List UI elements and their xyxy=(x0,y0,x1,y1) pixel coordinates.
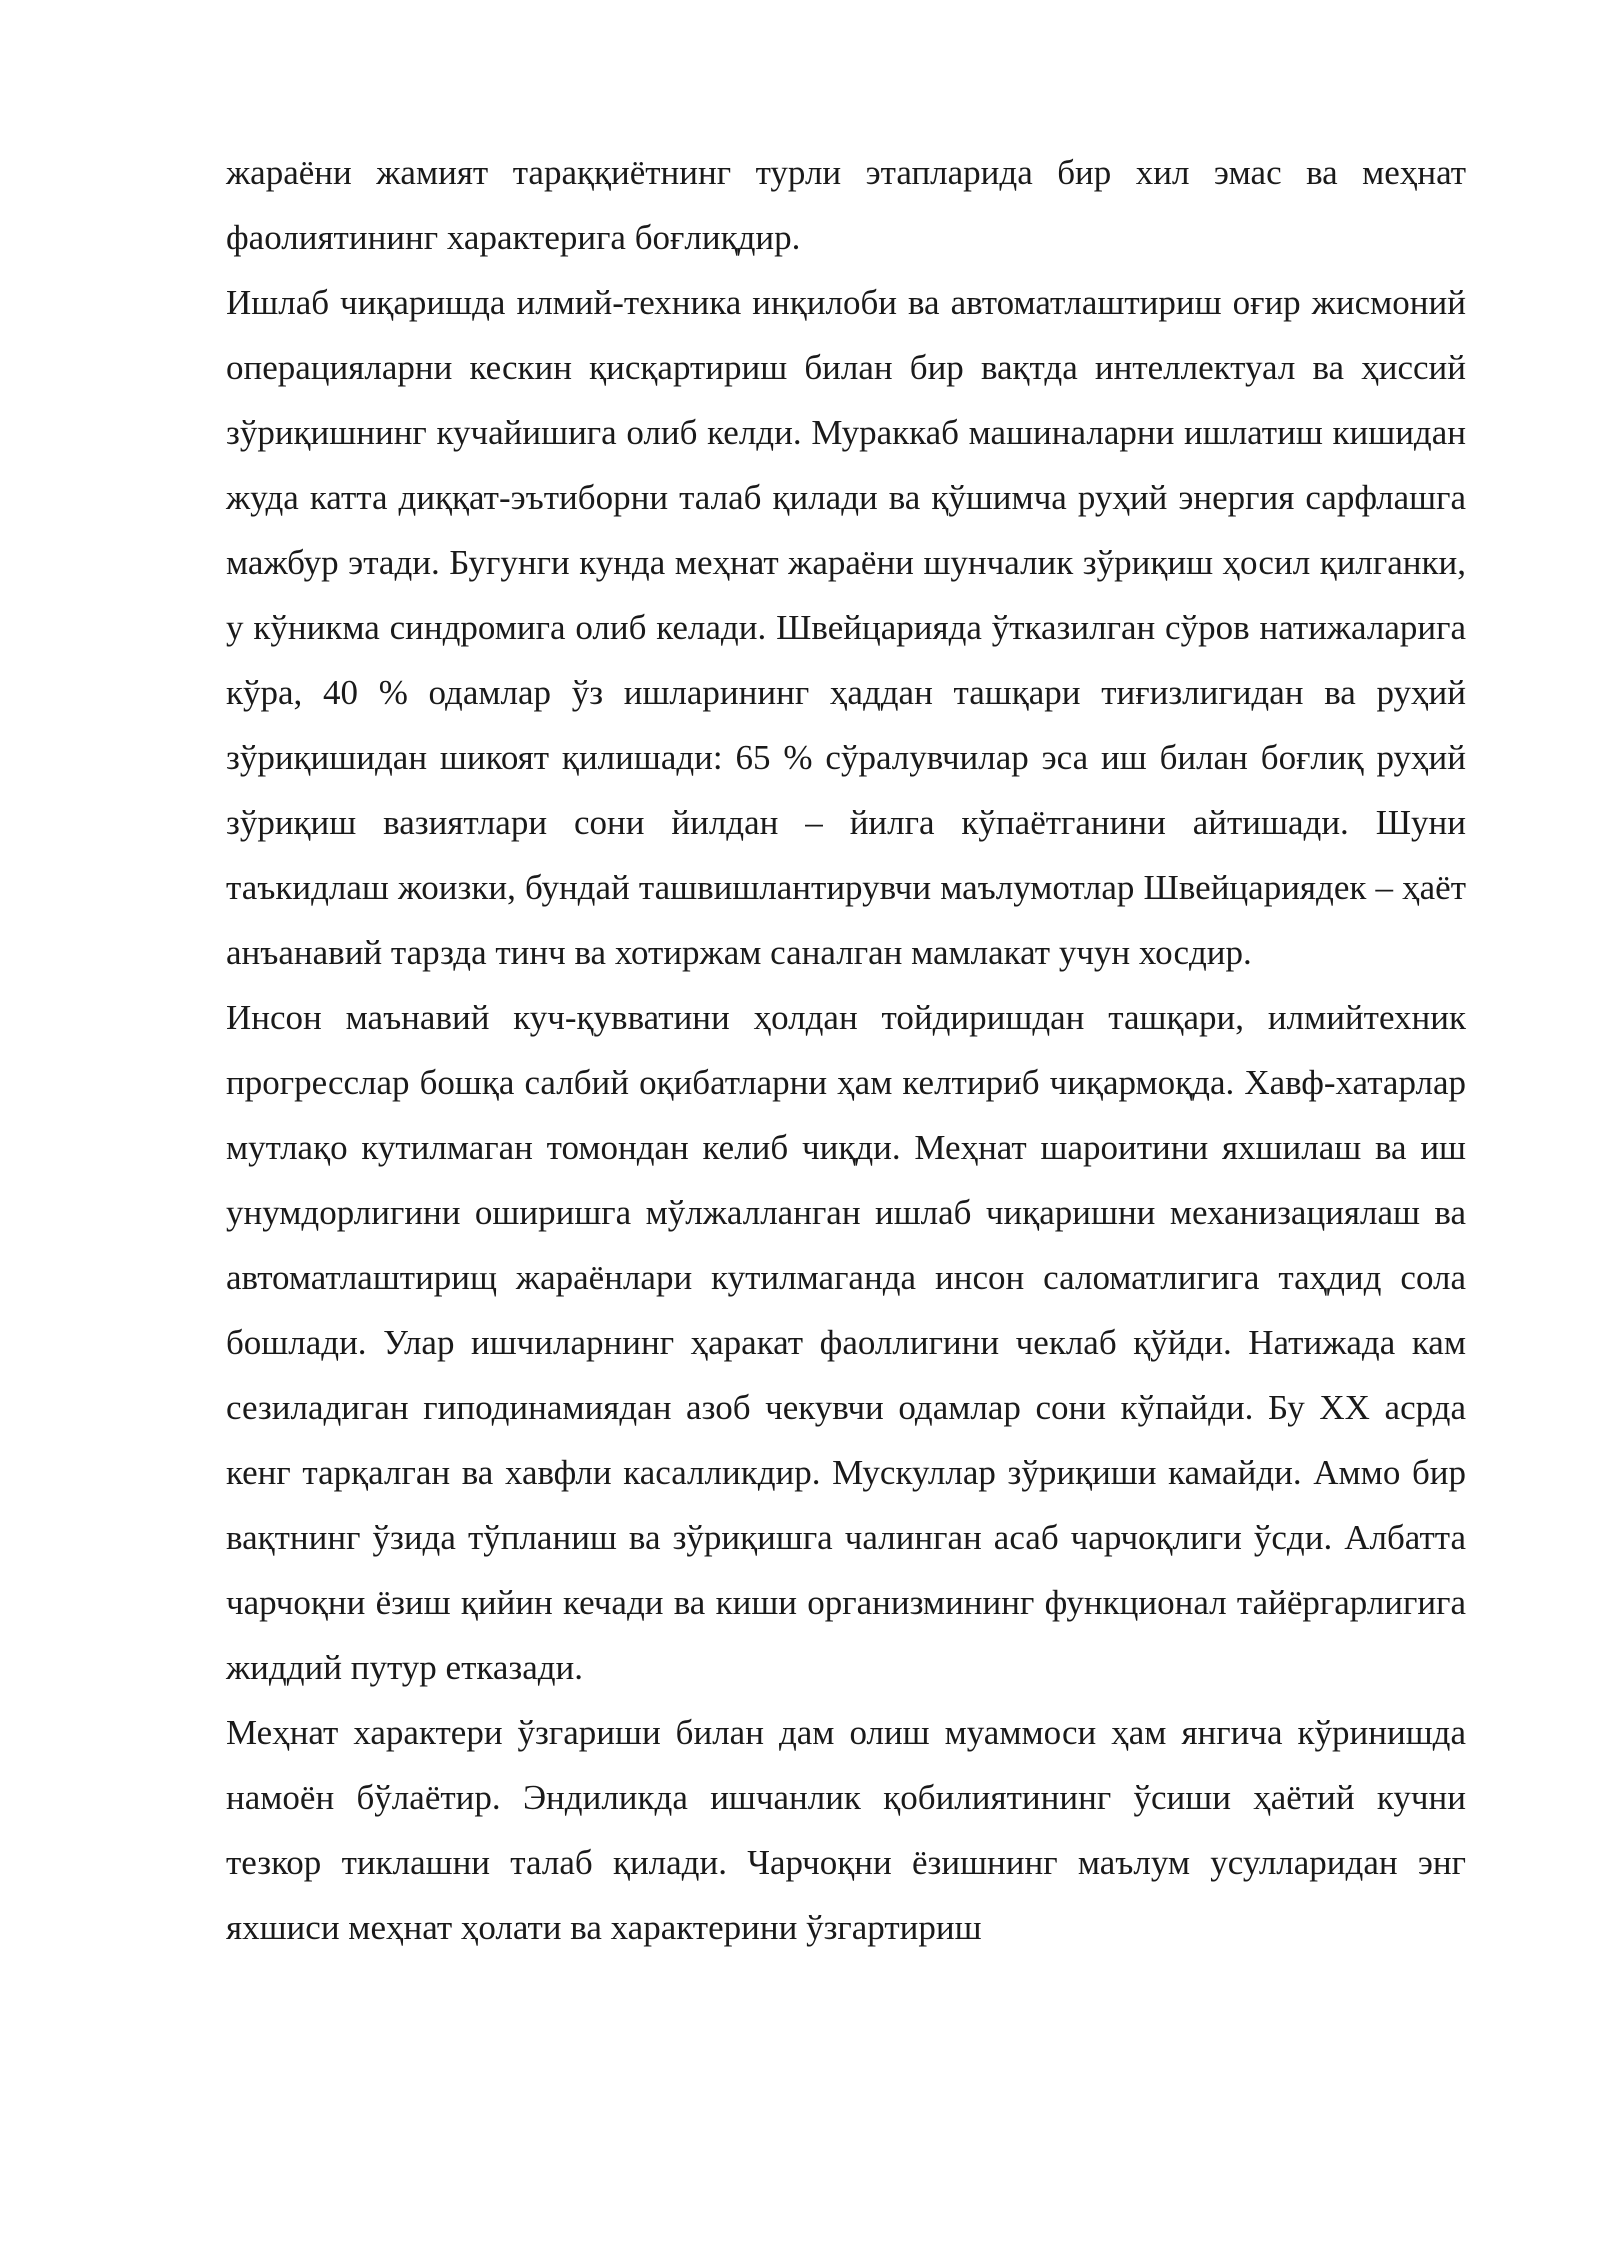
paragraph-1: жараёни жамият тараққиётнинг турли этапларида бир хил эмас ва меҳнат фаолиятининг характерига боғлиқдир. xyxy=(226,153,1466,257)
paragraph-3: Инсон маънавий куч-қувватини ҳолдан тойдиришдан ташқари, илмийтехник прогресслар бошқа салбий оқибатларни ҳам келтириб чиқармоқда. Хавф-хатарлар мутлақо кутилмаган томондан келиб чиқди. Меҳнат шароитини яхшилаш ва иш унумдорлигини оширишга мўлжалланган ишлаб чиқаришни механизациялаш ва автоматлаштирищ жараёнлари кутилмаганда инсон саломатлигига таҳдид сола бошлади. Улар ишчиларнинг ҳаракат фаоллигини чеклаб қўйди. Натижада кам сезиладиган гиподинамиядан азоб чекувчи одамлар сони кўпайди. Бу ХХ асрда кенг тарқалган ва хавфли касалликдир. Мускуллар зўриқиши камайди. Аммо бир вақтнинг ўзида тўпланиш ва зўриқишга чалинган асаб чарчоқлиги ўсди. Албатта чарчоқни ёзиш қийин кечади ва киши организмининг функционал тайёргарлигига жиддий путур етказади. xyxy=(226,998,1466,1687)
paragraph-4: Меҳнат характери ўзгариши билан дам олиш муаммоси ҳам янгича кўринишда намоён бўлаётир. Эндиликда ишчанлик қобилиятининг ўсиши ҳаётий кучни тезкор тиклашни талаб қилади. Чарчоқни ёзишнинг маълум усулларидан энг яхшиси меҳнат ҳолати ва характерини ўзгартириш xyxy=(226,1713,1466,1947)
document-page xyxy=(226,140,1466,1960)
paragraph-2: Ишлаб чиқаришда илмий-техника инқилоби ва автоматлаштириш оғир жисмоний операцияларни кескин қисқартириш билан бир вақтда интеллектуал ва ҳиссий зўриқишнинг кучайишига олиб келди. Мураккаб машиналарни ишлатиш кишидан жуда катта диққат-эътиборни талаб қилади ва қўшимча руҳий энергия сарфлашга мажбур этади. Бугунги кунда меҳнат жараёни шунчалик зўриқиш ҳосил қилганки, у кўникма синдромига олиб келади. Швейцарияда ўтказилган сўров натижаларига кўра, 40 % одамлар ўз ишларининг ҳаддан ташқари тиғизлигидан ва руҳий зўриқишидан шикоят қилишади: 65 % сўралувчилар эса иш билан боғлиқ руҳий зўриқиш вазиятлари сони йилдан – йилга кўпаётганини айтишади. Шуни таъкидлаш жоизки, бундай ташвишлантирувчи маълумотлар Швейцариядек – ҳаёт анъанавий тарзда тинч ва хотиржам саналган мамлакат учун хосдир. xyxy=(226,283,1466,972)
